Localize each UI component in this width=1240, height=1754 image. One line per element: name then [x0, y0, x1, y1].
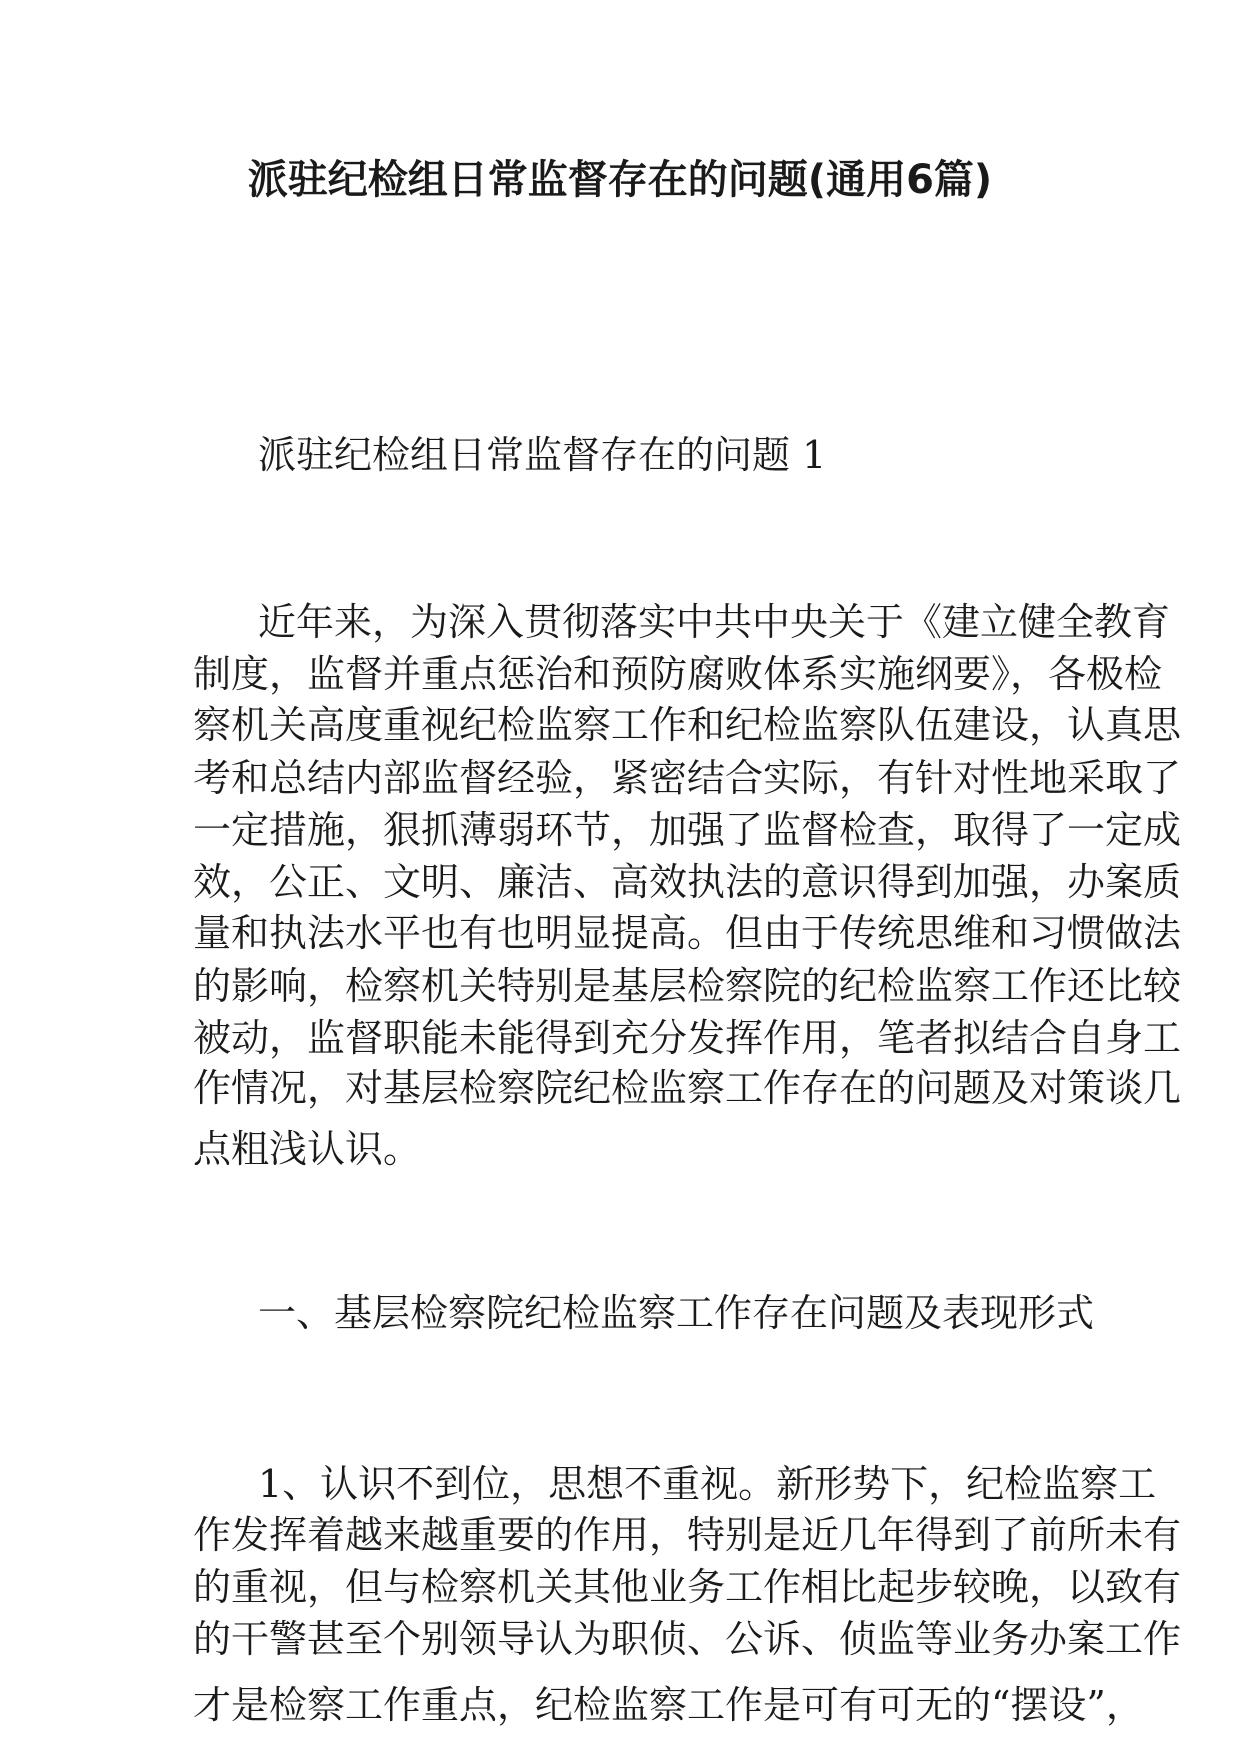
paragraph-line: 制度，监督并重点惩治和预防腐败体系实施纲要》，各极检 [193, 652, 1163, 696]
section-heading: 一、基层检察院纪检监察工作存在问题及表现形式 [258, 1291, 1095, 1335]
paragraph-line: 察机关高度重视纪检监察工作和纪检监察队伍建设，认真思 [193, 703, 1182, 747]
paragraph-line: 1、认识不到位，思想不重视。新形势下，纪检监察工 [258, 1462, 1157, 1506]
document-title: 派驻纪检组日常监督存在的问题(通用6篇) [247, 157, 993, 203]
paragraph-line: 的影响，检察机关特别是基层检察院的纪检监察工作还比较 [193, 964, 1182, 1008]
paragraph-line: 考和总结内部监督经验，紧密结合实际，有针对性地采取了 [193, 756, 1182, 800]
section-title: 派驻纪检组日常监督存在的问题 1 [258, 433, 827, 477]
paragraph-line: 近年来，为深入贯彻落实中共中央关于《建立健全教育 [258, 600, 1171, 644]
paragraph-line: 效，公正、文明、廉洁、高效执法的意识得到加强，办案质 [193, 860, 1182, 904]
paragraph-line: 才是检察工作重点，纪检监察工作是可有可无的“摆设”， [193, 1683, 1144, 1727]
paragraph-line: 被动，监督职能未能得到充分发挥作用，笔者拟结合自身工 [193, 1016, 1182, 1060]
paragraph-line: 的重视，但与检察机关其他业务工作相比起步较晚，以致有 [193, 1565, 1182, 1609]
paragraph-line: 点粗浅认识。 [193, 1127, 422, 1171]
paragraph-line: 作情况，对基层检察院纪检监察工作存在的问题及对策谈几 [193, 1066, 1182, 1110]
paragraph-line: 一定措施，狠抓薄弱环节，加强了监督检查，取得了一定成 [193, 808, 1182, 852]
paragraph-line: 作发挥着越来越重要的作用，特别是近几年得到了前所未有 [193, 1513, 1182, 1557]
paragraph-line: 的干警甚至个别领导认为职侦、公诉、侦监等业务办案工作 [193, 1617, 1182, 1661]
paragraph-line: 量和执法水平也有也明显提高。但由于传统思维和习惯做法 [193, 911, 1182, 955]
